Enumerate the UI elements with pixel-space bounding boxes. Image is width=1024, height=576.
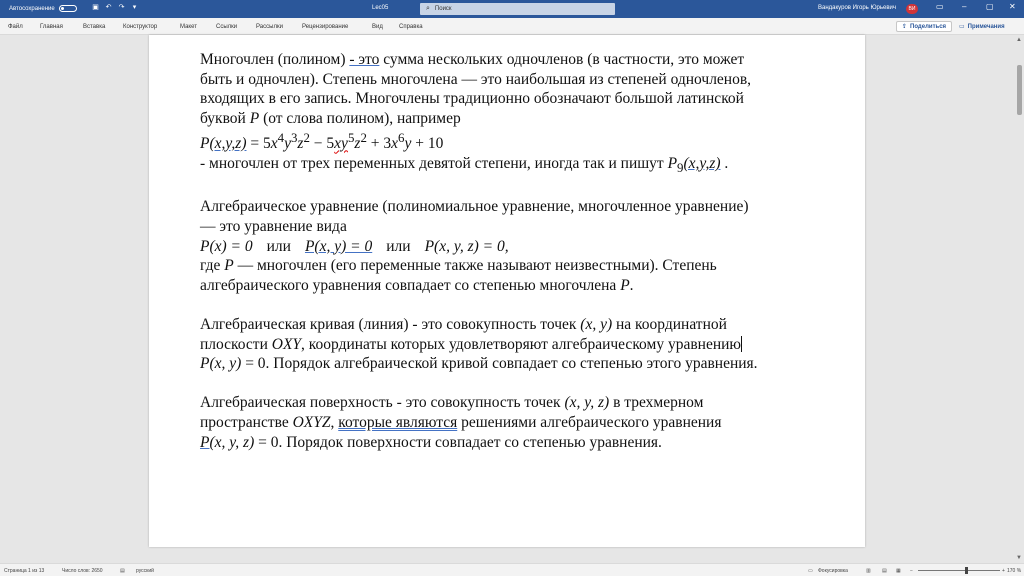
math-text: + 10 [411,135,444,153]
title-bar [0,0,1024,18]
status-bar [0,563,1024,576]
search-icon: ⌕ [426,5,430,12]
text-line [200,315,820,335]
math-args: (x,y,z) [683,155,721,173]
text-run: или [386,237,411,255]
text-run: — многочлен (его переменные также называют неизвестными). Степень [233,257,717,275]
spelling-flag: xy [334,135,348,153]
comments-label: Примечания [967,23,1005,30]
read-mode-icon[interactable]: ▥ [866,568,871,574]
zoom-in-icon[interactable]: + [1002,568,1005,574]
text-run: Алгебраическая поверхность - это совокупность точек [200,394,565,412]
math-expr: (x, y) [580,315,613,333]
tab-design[interactable]: Конструктор [123,24,158,30]
math-expr: P(x, y) [200,355,242,373]
math-var: y [284,135,291,153]
text-run: . [629,276,634,294]
empty-line [200,374,820,394]
tab-file[interactable]: Файл [8,24,23,30]
tab-home[interactable]: Главная [40,24,63,30]
math-var: z [297,135,304,153]
math-var: P [667,155,678,173]
comment-icon: ▭ [959,24,965,30]
zoom-slider[interactable] [918,570,1000,571]
language[interactable]: русский [136,568,154,574]
tab-view[interactable]: Вид [372,24,383,30]
scroll-up-icon[interactable]: ▲ [1016,37,1022,43]
text-run: , координаты которых удовлетворяют алгебраическому уравнению [301,335,741,353]
text-run: , [330,413,339,431]
text-run: буквой [200,109,250,127]
math-text: = 5 [246,135,271,153]
text-run: сумма нескольких одночленов (в частности, это может [379,51,745,68]
web-layout-icon[interactable]: ▦ [896,568,901,574]
text-run: - многочлен от трех переменных девятой степени, иногда так и пишут [200,155,668,173]
math-var: z [354,135,361,153]
text-run: на координатной [612,315,727,333]
scroll-thumb[interactable] [1017,65,1022,115]
math-var: P [224,257,234,275]
minimize-icon[interactable]: – [962,2,967,11]
text-run: алгебраического уравнения совпадает со степенью многочлена [200,276,621,294]
math-sub: 9 [677,160,684,176]
scroll-down-icon[interactable]: ▼ [1016,555,1022,561]
share-button[interactable] [896,21,952,32]
maximize-icon[interactable]: ▢ [986,2,994,11]
print-layout-icon[interactable]: ▤ [882,568,887,574]
text-line: быть и одночлен). Степень многочлена — это наибольшая из степеней одночленов, [200,70,752,88]
text-line [200,335,820,355]
save-icon[interactable]: ▣ [92,4,99,11]
text-line [200,50,820,70]
text-line [200,413,820,433]
polynomial-formula [200,128,820,154]
text-run: (от слова полином), например [259,109,461,127]
math-var: x [391,135,399,153]
word-count[interactable]: Число слов: 2650 [62,568,103,574]
share-icon: ⇪ [902,24,908,30]
autosave[interactable] [9,5,77,12]
page-counter[interactable]: Страница 1 из 13 [4,568,45,574]
text-run: = 0. Порядок поверхности совпадает со степенью уравнения. [254,433,662,451]
text-run: = 0. Порядок алгебраической кривой совпадает со степенью этого уравнения. [241,355,758,373]
text-line [200,276,820,296]
tab-review[interactable]: Рецензирование [302,24,349,30]
zoom-slider-handle[interactable] [965,567,968,574]
tab-layout[interactable]: Макет [180,24,197,30]
text-run: . [720,155,729,173]
text-run: Алгебраическая кривая (линия) - это совокупность точек [200,315,581,333]
text-line: Алгебраическое уравнение (полиномиальное уравнение, многочленное уравнение) [200,198,749,216]
zoom-level[interactable]: 170 % [1007,568,1022,574]
ribbon-display-icon[interactable]: ▭ [936,2,944,11]
math-text: + 3 [366,135,392,153]
math-expr: OXY [271,335,302,353]
undo-icon[interactable]: ↶ [105,4,112,11]
math-var: P [200,135,210,153]
math-expr: OXYZ [292,413,331,431]
empty-line [200,178,820,198]
math-expr: P(x, y, z) = 0, [424,237,509,255]
math-expr: P(x, y) = 0 [304,237,373,255]
tab-references[interactable]: Ссылки [216,24,238,30]
text-line [200,109,820,129]
text-run: плоскости [200,335,272,353]
text-run: Многочлен (полином) [200,51,350,68]
ribbon-tabs [0,18,1024,35]
tab-help[interactable]: Справка [399,24,423,30]
close-icon[interactable]: ✕ [1009,2,1016,11]
text-line [200,154,820,178]
user-name[interactable]: Вандакуров Игорь Юрьевич [818,5,897,11]
redo-icon[interactable]: ↷ [118,4,125,11]
zoom-out-icon[interactable]: − [910,568,913,574]
search-box[interactable] [420,3,615,15]
text-line [200,256,820,276]
math-args: (x,y,z) [209,135,247,153]
comments-button[interactable] [956,21,1008,32]
focus-icon[interactable]: ▭ [808,568,813,574]
text-line [200,354,820,374]
math-exp: 2 [303,130,310,146]
grammar-flag: - это [349,51,380,68]
document-title: Lec05 [372,5,389,11]
text-cursor [741,336,742,352]
math-var: x [270,135,278,153]
math-var: P [620,276,630,294]
math-text: − 5 [309,135,335,153]
autosave-label: Автосохранение [9,5,55,12]
math-exp: 6 [398,130,405,146]
math-var: y [404,135,412,153]
math-var: P [200,433,210,451]
document-body[interactable] [200,50,820,452]
text-run: решениями алгебраического уравнения [457,413,722,431]
equation-forms [200,237,820,257]
math-var: P [249,109,260,127]
math-exp: 2 [360,130,367,146]
text-line [200,393,820,413]
tab-insert[interactable]: Вставка [83,24,106,30]
autosave-toggle[interactable] [59,5,77,12]
text-line: — это уравнение вида [200,218,347,235]
math-exp: 5 [347,130,355,146]
focus-mode[interactable]: Фокусировка [818,568,848,574]
math-exp: 4 [277,130,285,146]
text-line: входящих в его запись. Многочлены традиционно обозначают большой латинской [200,90,744,108]
text-run: где [200,257,225,275]
avatar[interactable]: ВИ [906,4,918,14]
vertical-scrollbar[interactable] [1014,35,1024,563]
text-run: пространстве [200,413,293,431]
empty-line [200,295,820,315]
search-placeholder: Поиск [434,6,452,12]
proofing-icon[interactable]: ▤ [120,568,125,574]
grammar-flag: которые являются [338,413,458,431]
customize-chevron-icon[interactable]: ▾ [132,4,137,11]
math-expr: P(x) = 0 [200,237,253,255]
share-label: Поделиться [910,23,947,30]
text-run: или [266,237,291,255]
math-expr: (x, y, z) [564,394,610,412]
text-run: в трехмерном [609,394,704,412]
text-line [200,433,820,453]
quick-access-toolbar [92,4,138,11]
math-exp: 3 [290,130,298,146]
math-expr: (x, y, z) [209,433,255,451]
tab-mailings[interactable]: Рассылки [256,24,283,30]
